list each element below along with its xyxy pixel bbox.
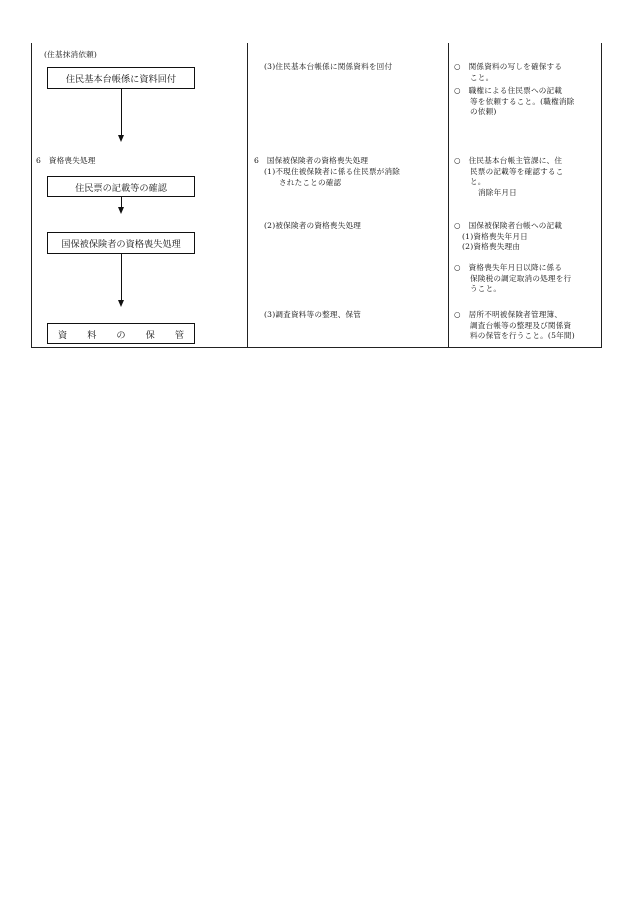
note-4-line-3: (2)資格喪失理由 (462, 242, 521, 252)
note-4 (454, 221, 562, 253)
flow-section-6: 6 資格喪失処理 (36, 156, 96, 165)
flow-box-confirm-record: 住民票の記載等の確認 (47, 176, 195, 197)
note-3 (454, 156, 564, 198)
note-5-line-2: 保険税の調定取消の処理を行 (470, 273, 572, 283)
flow-arrow-1 (121, 89, 122, 135)
flow-header-note: (住基抹消依頼) (44, 50, 98, 59)
note-2-line-2: 等を依頼すること。(職権消除 (470, 96, 575, 106)
flow-arrow-2-head (118, 207, 124, 214)
note-6-line-3: 料の保管を行うこと。(5年間) (470, 331, 575, 341)
storage-char-5: 管 (174, 329, 184, 341)
note-4-line-1: ○ 国保被保険者台帳への記載 (454, 221, 563, 230)
storage-char-1: 資 (58, 329, 68, 341)
note-5-line-3: うこと。 (470, 284, 502, 294)
note-5 (454, 263, 571, 295)
flow-arrow-3-head (118, 300, 124, 307)
storage-char-2: 料 (87, 329, 97, 341)
column-divider-2 (448, 43, 449, 347)
flow-box-send-materials: 住民基本台帳係に資料回付 (47, 67, 195, 89)
note-3-line-1: ○ 住民基本台帳主管課に、住 (454, 156, 563, 165)
note-2-line-1: ○ 職権による住民票への記載 (454, 86, 563, 95)
note-3-line-3: と。 (470, 177, 486, 187)
flow-arrow-3 (121, 254, 122, 300)
flow-box-storage (47, 323, 195, 344)
process-item-1-line-1: (1)不現住被保険者に係る住民票が消除 (264, 167, 401, 176)
note-6-line-2: 調査台帳等の整理及び関係資 (470, 320, 572, 330)
column-divider-1 (247, 43, 248, 347)
process-item-2: (2)被保険者の資格喪失処理 (264, 221, 362, 230)
storage-char-3: の (116, 329, 126, 341)
note-1 (454, 62, 562, 83)
storage-char-4: 保 (145, 329, 155, 341)
flow-arrow-2 (121, 197, 122, 207)
note-3-line-2: 民票の記載等を確認するこ (470, 166, 564, 176)
note-4-line-2: (1)資格喪失年月日 (462, 231, 528, 241)
note-1-line-2: こと。 (470, 72, 494, 82)
flow-box-loss-process: 国保被保険者の資格喪失処理 (47, 232, 195, 254)
process-item-3-top: (3)住民基本台帳係に関係資料を回付 (264, 62, 393, 71)
process-item-1-line-2: されたことの確認 (279, 178, 342, 187)
note-2-line-3: の依頼) (470, 107, 497, 117)
note-2 (454, 86, 574, 118)
flow-arrow-1-head (118, 135, 124, 142)
note-6 (454, 310, 575, 342)
note-5-line-1: ○ 資格喪失年月日以降に係る (454, 263, 563, 272)
note-6-line-1: ○ 居所不明被保険者管理簿、 (454, 310, 563, 319)
note-3-line-4: 消除年月日 (478, 187, 517, 197)
note-1-line-1: ○ 関係資料の写しを確保する (454, 62, 563, 71)
process-section-6-title: 6 国保被保険者の資格喪失処理 (254, 156, 369, 165)
process-item-3: (3)調査資料等の整理、保管 (264, 310, 362, 319)
